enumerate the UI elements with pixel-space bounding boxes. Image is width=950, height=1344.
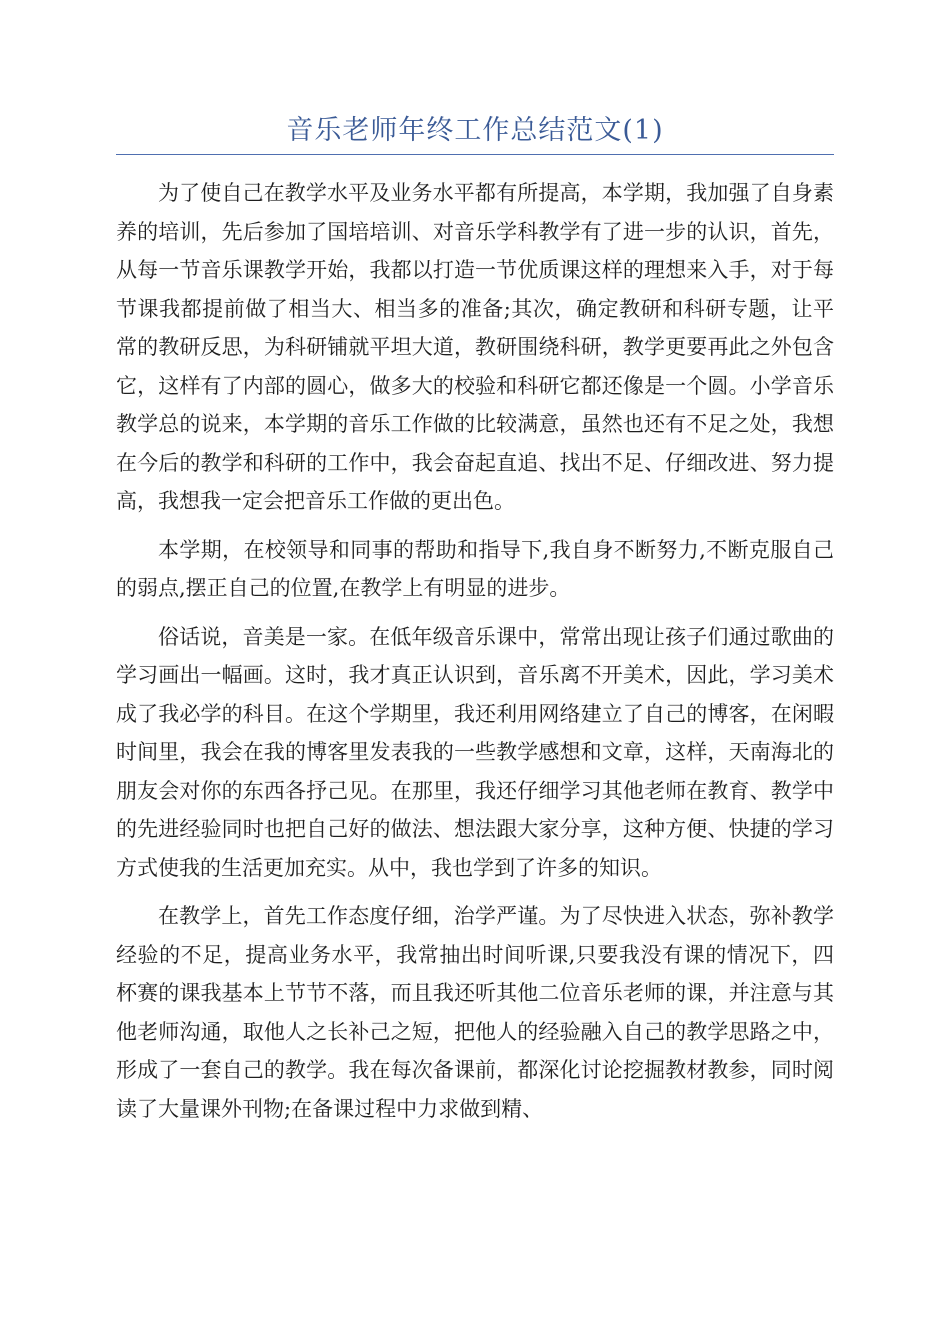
document-title: 音乐老师年终工作总结范文(1) — [286, 115, 664, 146]
paragraph-2: 本学期，在校领导和同事的帮助和指导下,我自身不断努力,不断克服自己的弱点,摆正自己的位置,在教学上有明显的进步。 — [116, 537, 834, 600]
title-underline — [116, 154, 834, 155]
paragraph-3: 俗话说，音美是一家。在低年级音乐课中，常常出现让孩子们通过歌曲的学习画出一幅画。这时，我才真正认识到，音乐离不开美术，因此，学习美术成了我必学的科目。在这个学期里，我还利用网络建立了自己的博客，在闲暇时间里，我会在我的博客里发表我的一些教学感想和文章，这样，天南海北的朋友会对你的东西各抒己见。在那里，我还仔细学习其他老师在教育、教学中的先进经验同时也把自己好的做法、想法跟大家分享，这种方便、快捷的学习方式使我的生活更加充实。从中，我也学到了许多的知识。 — [116, 624, 834, 880]
document-body — [116, 174, 834, 1138]
paragraph-4: 在教学上，首先工作态度仔细，治学严谨。为了尽快进入状态，弥补教学经验的不足，提高业务水平，我常抽出时间听课,只要我没有课的情况下，四杯赛的课我基本上节节不落，而且我还听其他二位音乐老师的课，并注意与其他老师沟通，取他人之长补己之短，把他人的经验融入自己的教学思路之中，形成了一套自己的教学。我在每次备课前，都深化讨论挖掘教材教参，同时阅读了大量课外刊物;在备课过程中力求做到精、 — [116, 904, 834, 1121]
paragraph-1: 为了使自己在教学水平及业务水平都有所提高，本学期，我加强了自身素养的培训，先后参加了国培培训、对音乐学科教学有了进一步的认识，首先，从每一节音乐课教学开始，我都以打造一节优质课这样的理想来入手，对于每节课我都提前做了相当大、相当多的准备;其次，确定教研和科研专题，让平常的教研反思，为科研铺就平坦大道，教研围绕科研，教学更要再此之外包含它，这样有了内部的圆心，做多大的校验和科研它都还像是一个圆。小学音乐教学总的说来，本学期的音乐工作做的比较满意，虽然也还有不足之处，我想在今后的教学和科研的工作中，我会奋起直追、找出不足、仔细改进、努力提高，我想我一定会把音乐工作做的更出色。 — [116, 181, 834, 513]
